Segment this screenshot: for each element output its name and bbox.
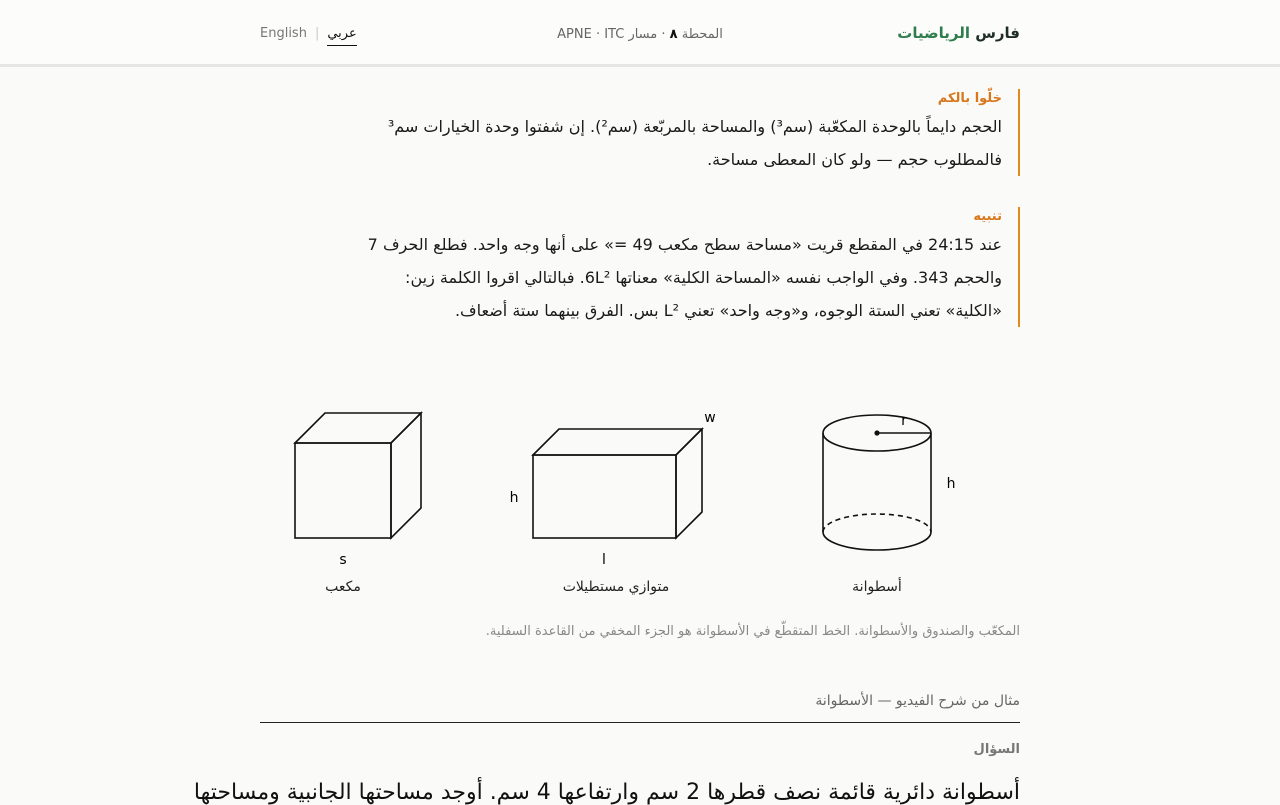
box-drawing: [533, 429, 702, 538]
cylinder-dim-h: h: [946, 476, 956, 492]
box-front-face: [533, 455, 676, 538]
box-top-face: [533, 429, 702, 455]
station-indicator: [0, 27, 1280, 42]
box-dim-l: l: [602, 552, 606, 568]
cylinder-label: أسطوانة: [852, 579, 902, 595]
question-label: السؤال: [973, 742, 1020, 757]
box-side-face: [676, 429, 702, 538]
callout-note-careful: [260, 89, 1020, 176]
box-dim-h: h: [509, 490, 519, 506]
station-prefix: المحطة: [681, 27, 723, 42]
callout-line: فالمطلوب حجم — ولو كان المعطى مساحة.: [707, 150, 1002, 169]
lang-english-link[interactable]: English: [260, 26, 307, 41]
cube-label: مكعب: [325, 579, 361, 595]
callout-body: [260, 110, 1002, 176]
cube-dim-s: s: [339, 552, 347, 568]
station-number: ٨: [669, 27, 678, 42]
cube-top-face: [295, 413, 421, 443]
brand-accent: الرياضيات: [897, 24, 970, 42]
cylinder-bottom-hidden: [823, 514, 931, 532]
cylinder-center-dot: [874, 430, 879, 435]
figure-caption: المكعّب والصندوق والأسطوانة. الخط المتقطّع في الأسطوانة هو الجزء المخفي من القاعدة السفلية.: [485, 624, 1020, 639]
cylinder-bottom-front: [823, 532, 931, 550]
callout-line: «الكلية» تعني الستة الوجوه، و«وجه واحد» تعني L² بس. الفرق بينهما ستة أضعاف.: [454, 301, 1002, 320]
top-bar: [0, 0, 1280, 67]
callout-title: خلّوا بالكم: [937, 91, 1002, 106]
section-divider: [260, 722, 1020, 723]
cylinder-dim-r: r: [901, 413, 907, 429]
box-dim-w: w: [704, 410, 716, 426]
callout-line: والحجم 343. وفي الواجب نفسه «المساحة الكلية» معناتها 6L². فبالتالي اقروا الكلمة زين:: [405, 268, 1002, 287]
cube-drawing: [295, 413, 421, 538]
shapes-figure: [260, 395, 1020, 575]
box-label: متوازي مستطيلات: [562, 579, 670, 595]
callout-title: تنبيه: [973, 209, 1002, 224]
station-suffix: · مسار APNE · ITC: [557, 27, 670, 42]
callout-body: [260, 228, 1002, 327]
lang-separator: |: [314, 26, 320, 41]
callout-line: الحجم دايماً بالوحدة المكعّبة (سم³) والمساحة بالمربّعة (سم²). إن شفتوا وحدة الخيارات سم³: [387, 117, 1002, 136]
language-switcher: [260, 26, 357, 46]
callout-line: عند 24:15 في المقطع قريت «مساحة سطح مكعب 49 =» على أنها وجه واحد. فطلع الحرف 7: [367, 235, 1002, 254]
callout-note-warning: [260, 207, 1020, 327]
brand-name: فارس: [969, 24, 1020, 42]
cube-side-face: [391, 413, 421, 538]
question-text: أسطوانة دائرية قائمة نصف قطرها 2 سم وارتفاعها 4 سم. أوجد مساحتها الجانبية ومساحتها: [193, 780, 1020, 805]
cube-front-face: [295, 443, 391, 538]
lang-arabic-link[interactable]: عربي: [327, 26, 356, 46]
example-heading: مثال من شرح الفيديو — الأسطوانة: [815, 693, 1020, 709]
